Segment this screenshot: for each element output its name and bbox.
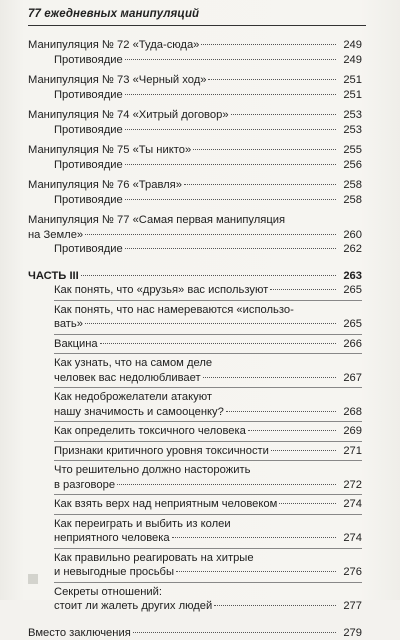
dot-leader <box>85 233 336 235</box>
toc-entry-title-line: Манипуляция № 77 «Самая первая манипуляция <box>28 213 362 228</box>
toc-item-title-line: нашу значимость и самооценку? <box>54 405 224 420</box>
toc-part-heading <box>28 269 362 284</box>
toc-item-title: Признаки критичного уровня токсичности <box>54 444 269 459</box>
item-divider <box>54 387 362 388</box>
toc-item <box>54 424 362 439</box>
item-divider <box>54 441 362 442</box>
toc-item-title-line: стоит ли жалеть других людей <box>54 599 212 614</box>
toc-page-number: 276 <box>338 565 362 580</box>
item-divider <box>54 494 362 495</box>
dot-leader <box>208 78 336 80</box>
toc-item <box>54 497 362 512</box>
toc-page-number: 253 <box>338 108 362 123</box>
toc-item-title-line: Как недоброжелатели атакуют <box>54 390 362 405</box>
toc-entry-title: Манипуляция № 76 «Травля» <box>28 178 182 193</box>
toc-entry-manipulation-77 <box>28 213 362 257</box>
dot-leader <box>125 163 336 165</box>
dot-leader <box>203 376 336 378</box>
item-divider <box>54 300 362 301</box>
dot-leader <box>125 93 336 95</box>
toc-page-number: 265 <box>338 317 362 332</box>
dot-leader <box>193 148 336 150</box>
table-of-contents <box>28 38 362 640</box>
toc-subentry-title: Противоядие <box>54 158 123 173</box>
dot-leader <box>226 410 336 412</box>
dot-leader <box>231 113 336 115</box>
toc-entry-manipulation-76 <box>28 178 362 207</box>
toc-item <box>54 337 362 352</box>
toc-entry-conclusion <box>28 626 362 640</box>
toc-page-number: 269 <box>338 424 362 439</box>
toc-item <box>54 585 362 614</box>
toc-entry-title: Манипуляция № 73 «Черный ход» <box>28 73 206 88</box>
toc-item-title-line: в разговоре <box>54 478 115 493</box>
toc-page-number: 274 <box>338 497 362 512</box>
toc-subentry-title: Противоядие <box>54 88 123 103</box>
dot-leader <box>271 449 336 451</box>
toc-part-items <box>28 283 362 614</box>
toc-entry-manipulation-72 <box>28 38 362 67</box>
toc-item <box>54 463 362 492</box>
toc-item-title-line: вать» <box>54 317 83 332</box>
toc-subentry-title: Противоядие <box>54 242 123 257</box>
toc-item <box>54 390 362 419</box>
dot-leader <box>125 198 336 200</box>
toc-item-title-line: человек вас недолюбливает <box>54 371 201 386</box>
toc-entry-manipulation-75 <box>28 143 362 172</box>
toc-item <box>54 551 362 580</box>
toc-entry-manipulation-73 <box>28 73 362 102</box>
toc-page-number: 267 <box>338 371 362 386</box>
dot-leader <box>133 631 336 633</box>
toc-item-title-line: Как понять, что нас намереваются «использо- <box>54 303 362 318</box>
dot-leader <box>117 483 336 485</box>
toc-item-title: Вакцина <box>54 337 98 352</box>
toc-entry-title: Манипуляция № 72 «Туда-сюда» <box>28 38 199 53</box>
toc-item <box>54 444 362 459</box>
item-divider <box>54 421 362 422</box>
toc-page-number: 274 <box>338 531 362 546</box>
toc-page-number: 263 <box>338 269 362 284</box>
header-rule <box>28 25 366 26</box>
toc-item <box>54 356 362 385</box>
toc-item-title-line: Что решительно должно насторожить <box>54 463 362 478</box>
dot-leader <box>125 247 336 249</box>
page-corner-mark <box>28 574 38 584</box>
toc-page-number: 277 <box>338 599 362 614</box>
toc-item-title: Как взять верх над неприятным человеком <box>54 497 277 512</box>
toc-page-number: 253 <box>338 123 362 138</box>
toc-page-number: 258 <box>338 178 362 193</box>
item-divider <box>54 548 362 549</box>
item-divider <box>54 334 362 335</box>
toc-item-title-line: Как правильно реагировать на хитрые <box>54 551 362 566</box>
item-divider <box>54 353 362 354</box>
running-header: 77 ежедневных манипуляций <box>28 8 199 20</box>
toc-item-title-line: Как узнать, что на самом деле <box>54 356 362 371</box>
dot-leader <box>248 429 336 431</box>
dot-leader <box>125 58 336 60</box>
dot-leader <box>85 322 336 324</box>
toc-page-number: 268 <box>338 405 362 420</box>
toc-page-number: 262 <box>338 242 362 257</box>
dot-leader <box>172 536 336 538</box>
toc-entry-title: Манипуляция № 74 «Хитрый договор» <box>28 108 229 123</box>
toc-page-number: 272 <box>338 478 362 493</box>
toc-item-title-line: Секреты отношений: <box>54 585 362 600</box>
toc-item <box>54 517 362 546</box>
toc-page-number: 251 <box>338 88 362 103</box>
item-divider <box>54 514 362 515</box>
item-divider <box>54 460 362 461</box>
toc-entry-title: Манипуляция № 75 «Ты никто» <box>28 143 191 158</box>
toc-page-number: 251 <box>338 73 362 88</box>
toc-page-number: 271 <box>338 444 362 459</box>
toc-page-number: 256 <box>338 158 362 173</box>
dot-leader <box>81 274 336 276</box>
toc-subentry-title: Противоядие <box>54 193 123 208</box>
toc-item-title: Как понять, что «друзья» вас используют <box>54 283 268 298</box>
toc-item-title: Как определить токсичного человека <box>54 424 246 439</box>
toc-page-number: 249 <box>338 38 362 53</box>
dot-leader <box>201 43 336 45</box>
toc-page-number: 266 <box>338 337 362 352</box>
dot-leader <box>100 342 336 344</box>
toc-page-number: 279 <box>338 626 362 640</box>
toc-part-title: ЧАСТЬ III <box>28 269 79 284</box>
dot-leader <box>279 502 336 504</box>
toc-subentry-title: Противоядие <box>54 53 123 68</box>
toc-page-number: 265 <box>338 283 362 298</box>
toc-page-number: 255 <box>338 143 362 158</box>
toc-item-title-line: Как переиграть и выбить из колеи <box>54 517 362 532</box>
toc-item <box>54 303 362 332</box>
toc-page-number: 249 <box>338 53 362 68</box>
toc-item-title-line: и невыгодные просьбы <box>54 565 174 580</box>
dot-leader <box>214 604 336 606</box>
dot-leader <box>176 570 336 572</box>
dot-leader <box>184 183 336 185</box>
toc-subentry-title: Противоядие <box>54 123 123 138</box>
toc-entry-title-line: на Земле» <box>28 228 83 243</box>
toc-page-number: 260 <box>338 228 362 243</box>
toc-item-title-line: неприятного человека <box>54 531 170 546</box>
item-divider <box>54 582 362 583</box>
toc-item <box>54 283 362 298</box>
toc-entry-title: Вместо заключения <box>28 626 131 640</box>
dot-leader <box>270 288 336 290</box>
toc-page-number: 258 <box>338 193 362 208</box>
toc-entry-manipulation-74 <box>28 108 362 137</box>
dot-leader <box>125 128 336 130</box>
